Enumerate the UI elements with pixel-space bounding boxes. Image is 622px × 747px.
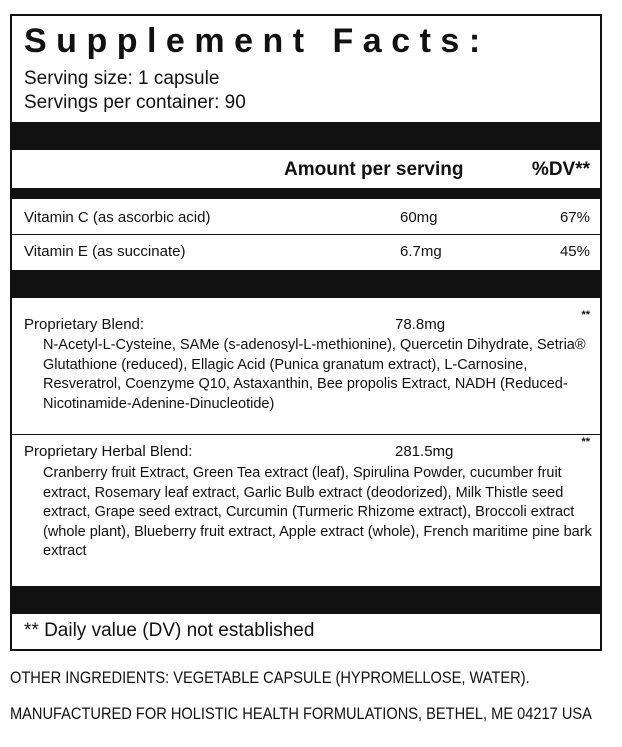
vitamin-c-amount: 60mg bbox=[400, 209, 438, 226]
herbal-blend-amount: 281.5mg bbox=[395, 443, 454, 460]
supplement-facts-panel bbox=[10, 14, 602, 651]
vitamin-e-dv: 45% bbox=[559, 243, 590, 260]
manufacturer-line: MANUFACTURED FOR HOLISTIC HEALTH FORMULATIONS, BETHEL, ME 04217 USA bbox=[10, 704, 592, 723]
dv-header: %DV** bbox=[531, 159, 590, 180]
daily-value-footnote: ** Daily value (DV) not established bbox=[24, 620, 315, 641]
divider-bar bbox=[12, 586, 600, 614]
serving-size: Serving size: 1 capsule bbox=[24, 68, 220, 89]
vitamin-e-name: Vitamin E (as succinate) bbox=[24, 243, 186, 260]
panel-title: Supplement Facts: bbox=[24, 22, 490, 60]
row-divider bbox=[12, 234, 600, 235]
divider-bar bbox=[12, 270, 600, 298]
proprietary-blend-name: Proprietary Blend: bbox=[24, 316, 145, 333]
herbal-blend-dv: ** bbox=[581, 436, 590, 448]
vitamin-e-amount: 6.7mg bbox=[400, 243, 442, 260]
vitamin-c-dv: 67% bbox=[559, 209, 590, 226]
vitamin-c-name: Vitamin C (as ascorbic acid) bbox=[24, 209, 211, 226]
herbal-blend-ingredients: Cranberry fruit Extract, Green Tea extract (leaf), Spirulina Powder, cucumber fruit extract, Rosemary leaf extract, Garlic Bulb extract (deodorized), Milk Thistle seed extract, Grape seed extract, Curcumin (Turmeric Rhizome extract), Broccoli extract (whole plant), Blueberry fruit extract, Apple extract (whole), French maritime pine bark extract bbox=[43, 465, 592, 559]
proprietary-blend-ingredients: N-Acetyl-L-Cysteine, SAMe (s-adenosyl-L-methionine), Quercetin Dihydrate, Setria® Glutathione (reduced), Ellagic Acid (Punica granatum extract), L-Carnosine, Resveratrol, Coenzyme Q10, Astaxanthin, Bee propolis Extract, NADH (Reduced-Nicotinamide-Adenine-Dinucleotide) bbox=[43, 337, 586, 412]
proprietary-blend-amount: 78.8mg bbox=[395, 316, 446, 333]
divider-bar bbox=[12, 188, 600, 199]
herbal-blend-name: Proprietary Herbal Blend: bbox=[24, 443, 193, 460]
row-divider bbox=[12, 434, 600, 435]
divider-bar bbox=[12, 122, 600, 150]
proprietary-blend-dv: ** bbox=[581, 309, 590, 321]
servings-per-container: Servings per container: 90 bbox=[24, 92, 246, 113]
other-ingredients: OTHER INGREDIENTS: VEGETABLE CAPSULE (HYPROMELLOSE, WATER). bbox=[10, 668, 530, 687]
amount-per-serving-header: Amount per serving bbox=[284, 159, 464, 180]
